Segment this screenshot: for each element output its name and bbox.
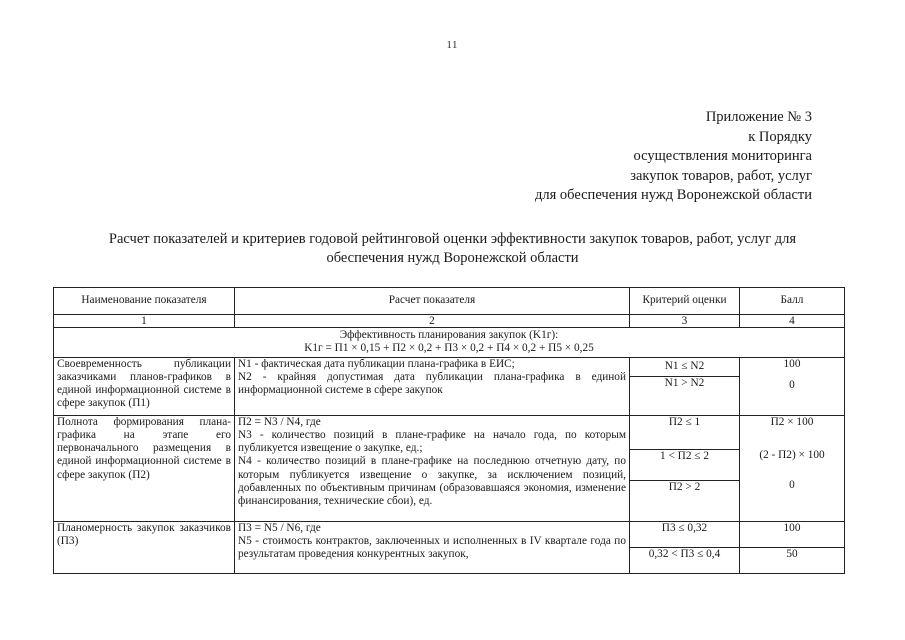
section-title: Эффективность планирования закупок (K1г): bbox=[339, 329, 559, 341]
appendix-line: закупок товаров, работ, услуг bbox=[630, 167, 812, 184]
criteria-cell bbox=[630, 415, 740, 521]
indicator-calc bbox=[235, 521, 630, 573]
score: 100 bbox=[783, 357, 801, 370]
criterion: П3 ≤ 0,32 bbox=[630, 522, 739, 548]
column-number: 2 bbox=[235, 315, 630, 328]
criterion: П2 ≤ 1 bbox=[630, 416, 739, 450]
indicator-calc bbox=[235, 357, 630, 415]
appendix-line: к Порядку bbox=[748, 128, 812, 145]
section-formula: K1г = П1 × 0,15 + П2 × 0,2 + П3 × 0,2 + П4 × 0,2 + П5 × 0,25 bbox=[304, 342, 594, 355]
appendix-header bbox=[535, 108, 812, 206]
calc-formula: П2 = N3 / N4, где bbox=[238, 415, 321, 428]
indicator-name: Своевременность публикации заказчиками планов-графиков в единой информационной системе в сфере закупок (П1) bbox=[54, 357, 235, 415]
criteria-cell bbox=[630, 357, 740, 415]
criterion: N1 ≤ N2 bbox=[630, 358, 739, 377]
header-criterion: Критерий оценки bbox=[630, 288, 740, 315]
page-number: 11 bbox=[446, 40, 459, 51]
title-line: обеспечения нужд Воронежской области bbox=[326, 250, 579, 266]
column-number: 4 bbox=[740, 315, 845, 328]
header-calc: Расчет показателя bbox=[235, 288, 630, 315]
appendix-line: осуществления мониторинга bbox=[633, 148, 812, 164]
appendix-line: для обеспечения нужд Воронежской области bbox=[534, 187, 812, 203]
section-header bbox=[54, 328, 845, 358]
criterion: 1 < П2 ≤ 2 bbox=[630, 450, 739, 481]
indicator-calc bbox=[235, 415, 630, 521]
criterion: 0,32 < П3 ≤ 0,4 bbox=[648, 547, 721, 560]
criterion: П2 > 2 bbox=[668, 480, 701, 493]
criterion: N1 > N2 bbox=[664, 376, 705, 389]
calc-line: N5 - стоимость контрактов, заключенных и исполненных в IV квартале года по результатам проведения конкурентных закупок, bbox=[238, 534, 626, 561]
indicators-table bbox=[53, 287, 844, 574]
scores-cell bbox=[740, 521, 845, 573]
score: 0 bbox=[789, 378, 795, 391]
calc-line: N3 - количество позиций в плане-графике на начало года, по которым публикуется извещение о закупке, ед.; bbox=[238, 428, 626, 455]
criteria-cell bbox=[630, 521, 740, 573]
score: (2 - П2) × 100 bbox=[759, 448, 825, 461]
column-number: 3 bbox=[630, 315, 740, 328]
column-number: 1 bbox=[54, 315, 235, 328]
score: П2 × 100 bbox=[770, 415, 814, 428]
score: 0 bbox=[789, 478, 795, 491]
calc-line: N1 - фактическая дата публикации плана-графика в ЕИС; bbox=[238, 357, 515, 370]
score: 100 bbox=[740, 522, 844, 548]
indicator-name: Полнота формирования плана-графика на этапе его первоначального размещения в единой информационной системе в сфере закупок (П2) bbox=[54, 415, 235, 521]
calc-formula: П3 = N5 / N6, где bbox=[238, 521, 321, 534]
appendix-line: Приложение № 3 bbox=[705, 109, 812, 125]
calc-line: N2 - крайняя допустимая дата публикации плана-графика в единой информационной системе в сфере закупок bbox=[238, 370, 626, 397]
document-title bbox=[60, 230, 845, 268]
calc-line: N4 - количество позиций в плане-графике на последнюю отчетную дату, по которым публикуется извещение о закупке, за исключением позиций, добавленных по объективным причинам (образовавшаяся экономия, изменение финансирования, технические сбои), ед. bbox=[238, 455, 626, 508]
scores-cell bbox=[740, 415, 845, 521]
scores-cell bbox=[740, 357, 845, 415]
header-name: Наименование показателя bbox=[54, 288, 235, 315]
title-line: Расчет показателей и критериев годовой рейтинговой оценки эффективности закупок товаров, работ, услуг для bbox=[108, 231, 797, 247]
indicator-name: Планомерность закупок заказчиков (П3) bbox=[54, 521, 235, 573]
header-score: Балл bbox=[740, 288, 845, 315]
score: 50 bbox=[786, 547, 798, 560]
